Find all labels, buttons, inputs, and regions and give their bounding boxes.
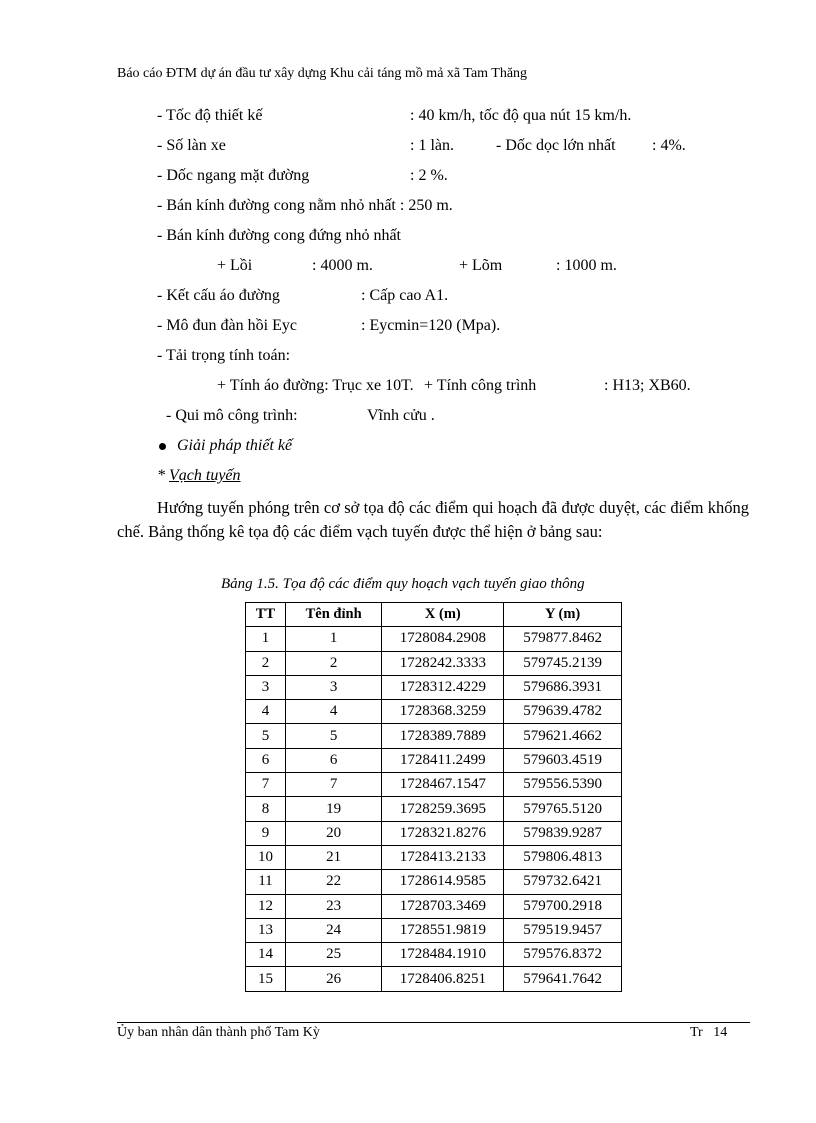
footer-divider [117,1022,750,1023]
cell-x: 1728312.4229 [382,675,504,699]
modulus-value: : Eycmin=120 (Mpa). [361,317,501,334]
cell-y: 579806.4813 [504,845,622,869]
cell-x: 1728259.3695 [382,797,504,821]
cell-x: 1728484.1910 [382,943,504,967]
load-pavement: + Tính áo đường: Trục xe 10T. [217,377,414,394]
table-row [246,943,622,967]
footer-page-label: Tr [690,1025,703,1040]
cell-x: 1728413.2133 [382,845,504,869]
table-row [246,797,622,821]
modulus-label: - Mô đun đàn hồi Eyc [157,317,297,334]
cell-vertex-name: 25 [285,943,382,967]
cell-y: 579686.3931 [504,675,622,699]
table-caption: Bảng 1.5. Tọa độ các điểm quy hoạch vạch tuyến giao thông [221,576,585,592]
cell-vertex-name: 21 [285,845,382,869]
convex-value: : 4000 m. [312,257,373,274]
coordinates-table [245,602,622,992]
cell-tt: 10 [246,845,286,869]
cell-x: 1728389.7889 [382,724,504,748]
concave-label: + Lõm [459,257,503,274]
table-row [246,748,622,772]
cell-tt: 2 [246,651,286,675]
table-row [246,700,622,724]
cell-x: 1728406.8251 [382,967,504,991]
cell-y: 579621.4662 [504,724,622,748]
cell-y: 579519.9457 [504,918,622,942]
table-row [246,675,622,699]
cell-vertex-name: 24 [285,918,382,942]
table-row [246,967,622,991]
load-label: - Tải trọng tính toán: [157,347,291,364]
design-heading: Giải pháp thiết kế [177,437,293,454]
convex-label: + Lồi [217,257,253,274]
table-row [246,821,622,845]
table-row [246,627,622,651]
cell-y: 579641.7642 [504,967,622,991]
cell-vertex-name: 7 [285,773,382,797]
cell-y: 579839.9287 [504,821,622,845]
cell-x: 1728614.9585 [382,870,504,894]
horizontal-radius: - Bán kính đường cong nằm nhỏ nhất : 250 m. [157,197,453,214]
cell-tt: 12 [246,894,286,918]
cell-tt: 13 [246,918,286,942]
cell-x: 1728242.3333 [382,651,504,675]
cell-x: 1728084.2908 [382,627,504,651]
cell-tt: 1 [246,627,286,651]
bullet-icon [159,443,166,450]
table-row [246,894,622,918]
header-x: X (m) [382,603,504,627]
footer-page [690,1025,727,1041]
cell-vertex-name: 5 [285,724,382,748]
scale-label: - Qui mô công trình: [166,407,298,424]
table-row [246,651,622,675]
table-row [246,870,622,894]
table-row [246,845,622,869]
cell-x: 1728467.1547 [382,773,504,797]
design-speed-value: : 40 km/h, tốc độ qua nút 15 km/h. [410,107,632,124]
header-y: Y (m) [504,603,622,627]
cell-y: 579732.6421 [504,870,622,894]
cell-tt: 11 [246,870,286,894]
cell-tt: 4 [246,700,286,724]
cell-y: 579765.5120 [504,797,622,821]
vertical-radius: - Bán kính đường cong đứng nhỏ nhất [157,227,401,244]
cell-y: 579576.8372 [504,943,622,967]
max-grade-value: : 4%. [652,137,686,154]
cell-y: 579603.4519 [504,748,622,772]
cell-tt: 9 [246,821,286,845]
concave-value: : 1000 m. [556,257,617,274]
cell-x: 1728703.3469 [382,894,504,918]
cell-y: 579877.8462 [504,627,622,651]
cell-vertex-name: 3 [285,675,382,699]
sub-heading-text: Vạch tuyến [169,467,241,484]
cell-tt: 5 [246,724,286,748]
cell-vertex-name: 2 [285,651,382,675]
sub-heading [157,467,241,485]
cell-x: 1728551.9819 [382,918,504,942]
cell-vertex-name: 1 [285,627,382,651]
intro-paragraph: Hướng tuyến phóng trên cơ sở tọa độ các điểm qui hoạch đã được duyệt, các điểm khống chế. Bảng thống kê tọa độ các điểm vạch tuyến được thể hiện ở bảng sau: [117,498,749,541]
cell-tt: 6 [246,748,286,772]
header-vertex-name: Tên đỉnh [285,603,382,627]
lanes-label: - Số làn xe [157,137,226,154]
cell-vertex-name: 6 [285,748,382,772]
table-row [246,918,622,942]
footer-organization: Ủy ban nhân dân thành phố Tam Kỳ [117,1025,320,1040]
cell-x: 1728321.8276 [382,821,504,845]
table-row [246,773,622,797]
cell-tt: 7 [246,773,286,797]
cross-slope-label: - Dốc ngang mặt đường [157,167,310,184]
cell-y: 579639.4782 [504,700,622,724]
cell-tt: 15 [246,967,286,991]
cell-y: 579700.2918 [504,894,622,918]
cell-x: 1728368.3259 [382,700,504,724]
cell-tt: 14 [246,943,286,967]
table-body [246,627,622,991]
pavement-label: - Kết cấu áo đường [157,287,280,304]
cell-vertex-name: 26 [285,967,382,991]
pavement-value: : Cấp cao A1. [361,287,449,304]
cell-y: 579556.5390 [504,773,622,797]
table-header-row [246,603,622,627]
cell-vertex-name: 19 [285,797,382,821]
load-structure-value: : H13; XB60. [604,377,691,394]
cell-vertex-name: 20 [285,821,382,845]
table-row [246,724,622,748]
scale-value: Vĩnh cửu . [367,407,435,424]
load-structure-label: + Tính công trình [424,377,537,394]
cell-x: 1728411.2499 [382,748,504,772]
cell-vertex-name: 4 [285,700,382,724]
header-tt: TT [246,603,286,627]
footer-page-number: 14 [713,1025,728,1040]
lanes-value: : 1 làn. [410,137,454,154]
cell-vertex-name: 22 [285,870,382,894]
cross-slope-value: : 2 %. [410,167,448,184]
cell-tt: 3 [246,675,286,699]
max-grade-label: - Dốc dọc lớn nhất [496,137,616,154]
cell-tt: 8 [246,797,286,821]
design-speed-label: - Tốc độ thiết kế [157,107,263,124]
cell-y: 579745.2139 [504,651,622,675]
running-header: Báo cáo ĐTM dự án đầu tư xây dựng Khu cải táng mồ mả xã Tam Thăng [117,66,528,81]
sub-heading-star: * [157,467,169,484]
cell-vertex-name: 23 [285,894,382,918]
